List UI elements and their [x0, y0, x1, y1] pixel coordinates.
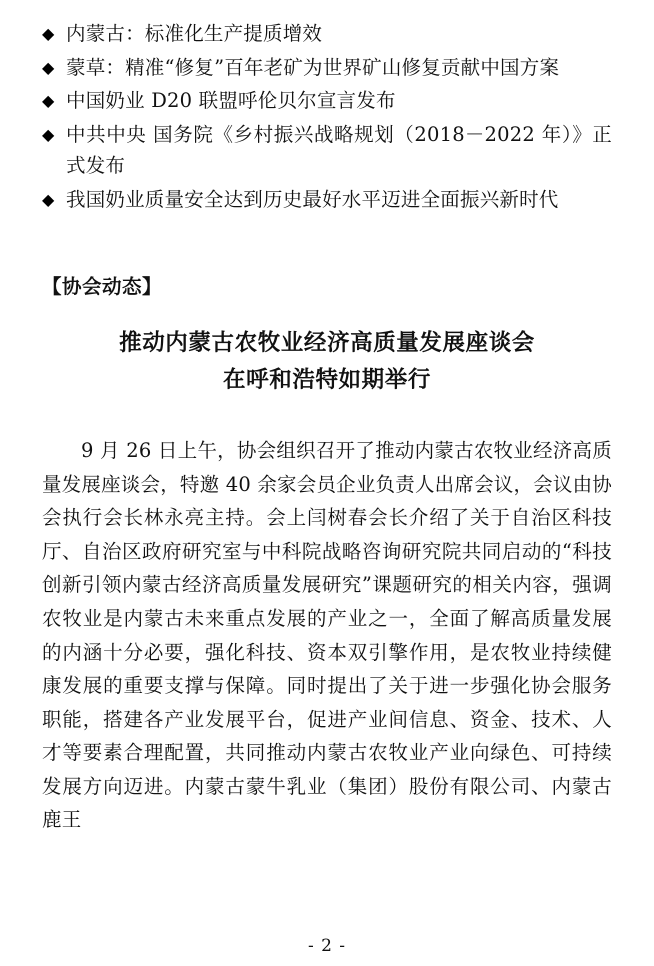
diamond-bullet-icon: ◆: [42, 124, 55, 144]
list-item-label: 蒙草：精准“修复”百年老矿为世界矿山修复贡献中国方案: [66, 55, 560, 79]
list-item: [42, 85, 612, 117]
page-number: - 2 -: [307, 936, 347, 956]
diamond-bullet-icon: ◆: [42, 57, 55, 77]
diamond-bullet-icon: ◆: [42, 24, 55, 43]
list-item: [42, 18, 612, 50]
diamond-bullet-icon: ◆: [42, 189, 55, 209]
list-item-label: 我国奶业质量安全达到历史最好水平迈进全面振兴新时代: [66, 187, 559, 211]
list-item: [42, 184, 612, 216]
list-item: [42, 52, 612, 84]
page-title: 推动内蒙古农牧业经济高质量发展座谈会: [119, 330, 535, 357]
list-item-label: 中共中央 国务院《乡村振兴战略规划（2018－2022 年）》正式发布: [66, 122, 612, 178]
page-subtitle: 在呼和浩特如期举行: [223, 366, 431, 393]
list-item-label: 内蒙古：标准化生产提质增效: [66, 22, 323, 45]
section-heading: 【协会动态】: [42, 275, 163, 299]
list-item: [42, 119, 612, 182]
headline-bullet-list: [42, 18, 612, 215]
list-item-label: 中国奶业 D20 联盟呼伦贝尔宣言发布: [66, 89, 396, 113]
diamond-bullet-icon: ◆: [42, 91, 55, 111]
body-paragraph: 9 月 26 日上午，协会组织召开了推动内蒙古农牧业经济高质量发展座谈会，特邀 40 余家会员企业负责人出席会议，会议由协会执行会长林永亮主持。会上闫树春会长介绍了关于自治区科技厅、自治区政府研究室与中科院战略咨询研究院共同启动的“科技创新引领内蒙古经济高质量发展研究”课题研究的相关内容，强调农牧业是内蒙古未来重点发展的产业之一，全面了解高质量发展的内涵十分必要，强化科技、资本双引擎作用，是农牧业持续健康发展的重要支撑与保障。同时提出了关于进一步强化协会服务职能，搭建各产业发展平台，促进产业间信息、资金、技术、人才等要素合理配置，共同推动内蒙古农牧业产业向绿色、可持续发展方向迈进。内蒙古蒙牛乳业（集团）股份有限公司、内蒙古鹿王: [42, 439, 612, 832]
